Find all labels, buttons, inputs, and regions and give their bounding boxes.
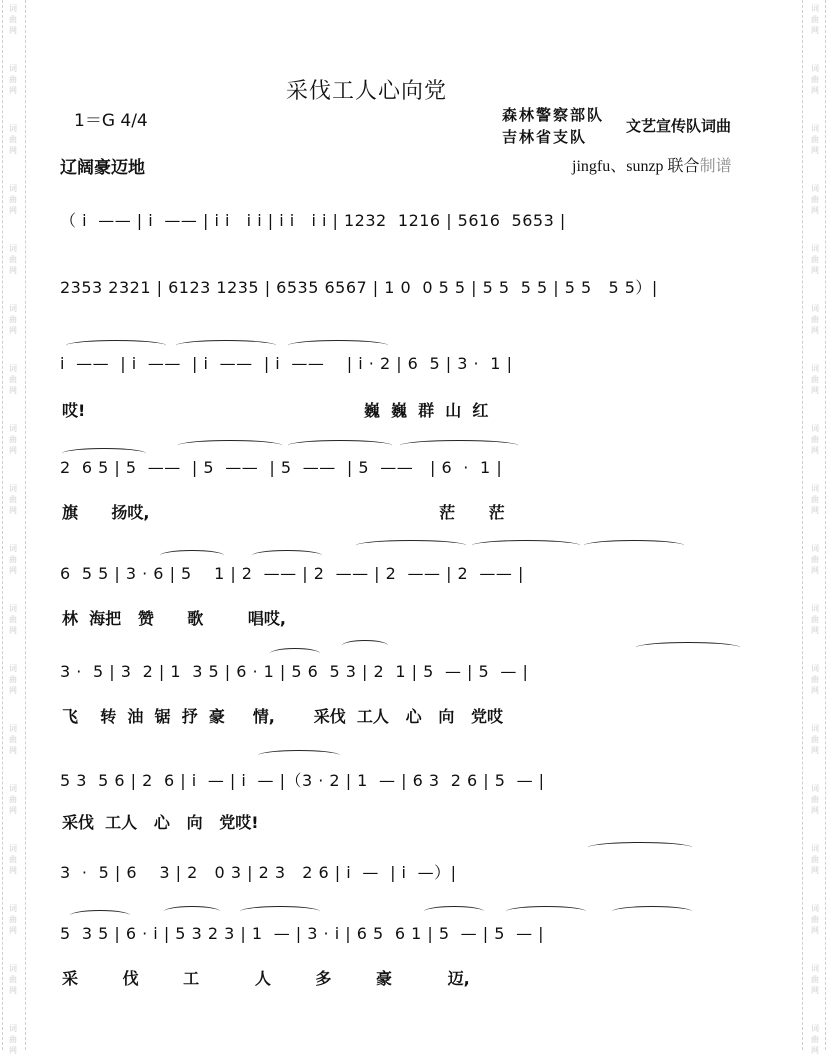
watermark-glyph: 曲	[811, 255, 819, 264]
lyric-line-5: 林 海把 赞 歌 唱哎,	[62, 609, 286, 628]
arranger-credit	[572, 153, 732, 176]
watermark-glyph: 词	[811, 4, 819, 13]
watermark-glyph: 词	[811, 664, 819, 673]
watermark-glyph: 曲	[811, 675, 819, 684]
slur	[472, 540, 580, 551]
watermark-glyph: 网	[9, 386, 17, 395]
right-watermark-border	[802, 0, 826, 1050]
watermark-glyph: 曲	[9, 375, 17, 384]
watermark-glyph: 曲	[811, 615, 819, 624]
lyric-line-9: 采 伐 工 人 多 豪 迈,	[62, 969, 470, 988]
score-line-7: 5 3 5 6 | 2 6 | i — | i — |（3 · 2 | 1 — | 6 3 2 6 | 5 — |	[60, 771, 545, 790]
watermark-glyph: 网	[9, 266, 17, 275]
watermark-glyph: 网	[9, 506, 17, 515]
watermark-glyph: 词	[811, 844, 819, 853]
watermark-glyph: 词	[9, 904, 17, 913]
watermark-glyph: 词	[811, 424, 819, 433]
watermark-glyph: 词	[9, 724, 17, 733]
slur	[178, 440, 282, 451]
watermark-glyph: 网	[9, 686, 17, 695]
slur	[160, 550, 224, 561]
slur	[66, 340, 166, 351]
watermark-glyph: 网	[811, 266, 819, 275]
watermark-glyph: 曲	[9, 855, 17, 864]
lyric-line-6: 飞 转 油 锯 抒 豪 情, 采伐 工人 心 向 党哎	[62, 707, 504, 726]
watermark-glyph: 曲	[811, 495, 819, 504]
watermark-glyph: 词	[811, 544, 819, 553]
watermark-glyph: 曲	[811, 975, 819, 984]
watermark-glyph: 曲	[811, 195, 819, 204]
watermark-glyph: 词	[811, 784, 819, 793]
slur	[164, 906, 220, 917]
watermark-glyph: 词	[811, 364, 819, 373]
watermark-glyph: 网	[9, 26, 17, 35]
score-line-5: 6 5 5 | 3 · 6 | 5 1 | 2 —— | 2 —— | 2 —— | 2 —— |	[60, 564, 524, 583]
left-watermark-border	[2, 0, 26, 1050]
watermark-glyph: 词	[9, 184, 17, 193]
watermark-glyph: 词	[811, 484, 819, 493]
slur	[176, 340, 276, 351]
score-line-3: i —— | i —— | i —— | i —— | i · 2 | 6 5 | 3 · 1 |	[60, 354, 513, 373]
watermark-glyph: 词	[9, 244, 17, 253]
watermark-glyph: 曲	[811, 135, 819, 144]
credit-unit-1: 森林警察部队	[502, 106, 605, 124]
lyric-line-3: 哎! 巍 巍 群 山 红	[62, 401, 489, 420]
watermark-glyph: 词	[9, 964, 17, 973]
arranger-name: jingfu、sunzp 联合	[572, 158, 700, 175]
watermark-glyph: 网	[811, 566, 819, 575]
watermark-glyph: 曲	[9, 255, 17, 264]
watermark-glyph: 网	[9, 206, 17, 215]
slur	[424, 906, 484, 917]
slur	[356, 540, 466, 551]
watermark-glyph: 词	[811, 724, 819, 733]
watermark-glyph: 词	[9, 1024, 17, 1033]
watermark-glyph: 网	[811, 326, 819, 335]
watermark-glyph: 网	[811, 26, 819, 35]
watermark-glyph: 词	[811, 304, 819, 313]
watermark-glyph: 曲	[811, 555, 819, 564]
slur	[258, 750, 340, 761]
watermark-glyph: 网	[9, 746, 17, 755]
watermark-glyph: 词	[9, 424, 17, 433]
score-line-4: 2 6 5 | 5 —— | 5 —— | 5 —— | 5 —— | 6 · 1 |	[60, 458, 503, 477]
watermark-glyph: 网	[811, 386, 819, 395]
score-line-1: （ i —— | i —— | i i i i | i i i i | 1232 1216 | 5616 5653 |	[60, 211, 566, 230]
watermark-glyph: 网	[9, 566, 17, 575]
watermark-glyph: 词	[9, 784, 17, 793]
watermark-glyph: 词	[811, 124, 819, 133]
score-line-2: 2353 2321 | 6123 1235 | 6535 6567 | 1 0 0 5 5 | 5 5 5 5 | 5 5 5 5）|	[60, 278, 658, 297]
watermark-glyph: 词	[9, 64, 17, 73]
watermark-glyph: 词	[9, 364, 17, 373]
watermark-glyph: 网	[811, 986, 819, 995]
watermark-glyph: 曲	[9, 675, 17, 684]
watermark-glyph: 网	[9, 806, 17, 815]
watermark-glyph: 词	[9, 604, 17, 613]
watermark-glyph: 网	[9, 326, 17, 335]
watermark-glyph: 词	[9, 544, 17, 553]
watermark-glyph: 网	[9, 866, 17, 875]
watermark-glyph: 网	[9, 986, 17, 995]
watermark-glyph: 网	[811, 506, 819, 515]
watermark-glyph: 词	[811, 904, 819, 913]
watermark-glyph: 曲	[811, 75, 819, 84]
watermark-glyph: 网	[811, 866, 819, 875]
watermark-glyph: 曲	[811, 315, 819, 324]
credit-role: 文艺宣传队词曲	[626, 117, 732, 135]
slur	[288, 440, 392, 451]
slur	[288, 340, 388, 351]
watermark-glyph: 词	[9, 844, 17, 853]
watermark-glyph: 词	[811, 244, 819, 253]
watermark-glyph: 网	[9, 626, 17, 635]
watermark-glyph: 网	[9, 446, 17, 455]
watermark-glyph: 网	[811, 446, 819, 455]
score-line-9: 5 3 5 | 6 · i | 5 3 2 3 | 1 — | 3 · i | 6 5 6 1 | 5 — | 5 — |	[60, 924, 545, 943]
watermark-glyph: 网	[811, 806, 819, 815]
watermark-glyph: 曲	[811, 435, 819, 444]
slur	[584, 540, 684, 551]
watermark-glyph: 网	[9, 1046, 17, 1055]
slur	[270, 648, 320, 659]
credit-unit-2: 吉林省支队	[502, 128, 588, 146]
watermark-glyph: 词	[9, 484, 17, 493]
watermark-glyph: 曲	[9, 555, 17, 564]
lyric-line-4: 旗 扬哎, 茫 茫	[62, 503, 505, 522]
watermark-glyph: 曲	[9, 915, 17, 924]
watermark-glyph: 曲	[811, 735, 819, 744]
slur	[240, 906, 320, 917]
watermark-glyph: 曲	[9, 795, 17, 804]
watermark-glyph: 词	[9, 664, 17, 673]
watermark-glyph: 曲	[811, 855, 819, 864]
slur	[400, 440, 518, 451]
watermark-glyph: 网	[811, 926, 819, 935]
watermark-glyph: 网	[811, 626, 819, 635]
watermark-glyph: 曲	[9, 75, 17, 84]
watermark-glyph: 词	[9, 124, 17, 133]
watermark-glyph: 网	[811, 206, 819, 215]
watermark-glyph: 网	[9, 86, 17, 95]
watermark-glyph: 网	[811, 146, 819, 155]
watermark-glyph: 词	[9, 4, 17, 13]
lyric-line-7: 采伐 工人 心 向 党哎!	[62, 813, 259, 832]
watermark-glyph: 词	[811, 184, 819, 193]
watermark-glyph: 曲	[9, 615, 17, 624]
watermark-glyph: 词	[811, 1024, 819, 1033]
arranger-suffix: 制谱	[699, 158, 732, 175]
watermark-glyph: 词	[9, 304, 17, 313]
watermark-glyph: 曲	[9, 495, 17, 504]
slur	[342, 640, 388, 651]
slur	[612, 906, 692, 917]
watermark-glyph: 词	[811, 64, 819, 73]
watermark-glyph: 网	[811, 86, 819, 95]
score-line-6: 3 · 5 | 3 2 | 1 3 5 | 6 · 1 | 5 6 5 3 | 2 1 | 5 — | 5 — |	[60, 662, 529, 681]
watermark-glyph: 曲	[9, 15, 17, 24]
watermark-glyph: 曲	[811, 375, 819, 384]
watermark-glyph: 词	[811, 604, 819, 613]
slur	[588, 842, 692, 853]
watermark-glyph: 曲	[9, 435, 17, 444]
watermark-glyph: 曲	[9, 135, 17, 144]
key-signature: 1＝G 4/4	[74, 111, 148, 131]
slur	[506, 906, 586, 917]
watermark-glyph: 曲	[9, 975, 17, 984]
watermark-glyph: 网	[811, 686, 819, 695]
watermark-glyph: 曲	[9, 1035, 17, 1044]
watermark-glyph: 曲	[811, 795, 819, 804]
watermark-glyph: 网	[811, 746, 819, 755]
watermark-glyph: 网	[9, 926, 17, 935]
song-title: 采伐工人心向党	[286, 79, 448, 104]
tempo-marking: 辽阔豪迈地	[60, 158, 145, 178]
watermark-glyph: 曲	[9, 195, 17, 204]
watermark-glyph: 网	[811, 1046, 819, 1055]
slur	[636, 642, 740, 653]
score-line-8: 3 · 5 | 6 3 | 2 0 3 | 2 3 2 6 | i — | i —）|	[60, 863, 457, 882]
watermark-glyph: 词	[811, 964, 819, 973]
watermark-glyph: 曲	[811, 15, 819, 24]
watermark-glyph: 曲	[811, 915, 819, 924]
watermark-glyph: 曲	[9, 735, 17, 744]
watermark-glyph: 网	[9, 146, 17, 155]
watermark-glyph: 曲	[811, 1035, 819, 1044]
slur	[252, 550, 322, 561]
slur	[70, 910, 130, 921]
watermark-glyph: 曲	[9, 315, 17, 324]
